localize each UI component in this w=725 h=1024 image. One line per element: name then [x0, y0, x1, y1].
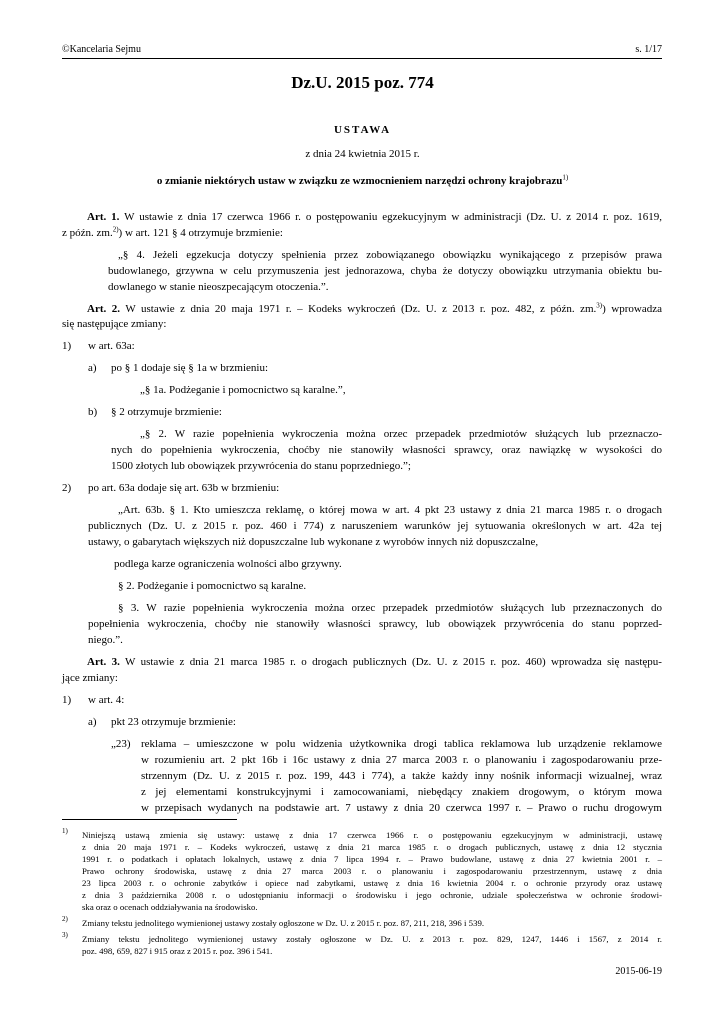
art3-a-num: a): [88, 716, 97, 728]
art2-b-quote2: nych do popełnienia wykroczenia, choćby nie stanowiły własności sprawcy, oraz nawiązkę w wysokości do: [111, 444, 662, 456]
art2-a-text: po § 1 dodaje się § 1a w brzmieniu:: [111, 362, 269, 374]
art2-p2-quote4: podlega karze ograniczenia wolności albo grzywny.: [114, 558, 342, 570]
art2-b-quote1: „§ 2. W razie popełnienia wykroczenia można orzec przepadek przedmiotów służących lub przeznaczo-: [140, 428, 662, 440]
art2-point1-text: w art. 63a:: [88, 340, 135, 352]
art3-label: Art. 3.: [87, 656, 120, 668]
art2-p2-quote7: popełnienia wykroczenia, choćby nie stanowiły własności sprawcy, lub obowiązek przywrócenia do stanu poprzed-: [88, 618, 662, 630]
subject-footnote-ref: 1): [562, 173, 569, 182]
art3-text1: W ustawie z dnia 21 marca 1985 r. o drogach publicznych (Dz. U. z 2015 r. poz. 460) wprowadza się następu-: [125, 656, 662, 668]
footnote2-line1: Zmiany tekstu jednolitego wymienionej ustawy zostały ogłoszone w Dz. U. z 2015 r. poz. 87, 211, 218, 396 i 539.: [82, 918, 485, 928]
art3-quote4: z jej elementami konstrukcyjnymi i zamocowaniami, niebędący znakiem drogowym, o którym mowa: [141, 786, 662, 798]
footer-date: 2015-06-19: [615, 966, 662, 977]
art2-line2: się następujące zmiany:: [62, 318, 167, 330]
art2-text1a: W ustawie z dnia 20 maja 1971 r. – Kodeks wykroczeń (Dz. U. z 2013 r. poz. 482, z późn. zm.: [125, 303, 597, 315]
art3-a-text: pkt 23 otrzymuje brzmienie:: [111, 716, 236, 728]
art2-text1b: ) wprowadza: [602, 303, 662, 315]
art2-label: Art. 2.: [87, 303, 120, 315]
art2-p2-quote2: publicznych (Dz. U. z 2015 r. poz. 460 i 774) z naruszeniem warunków jej sytuowania określonych w art. 42a tej: [88, 520, 662, 532]
footnote1-line5: 23 lipca 2003 r. o ochronie zabytków i opiece nad zabytkami, ustawę z dnia 16 kwietnia 2004 r. o ochronie przyrody oraz ustawę: [82, 878, 662, 888]
art1-text1: W ustawie z dnia 17 czerwca 1966 r. o postępowaniu egzekucyjnym w administracji (Dz. U. z 2014 r. poz. 1619,: [124, 211, 662, 223]
document-date: z dnia 24 kwietnia 2015 r.: [305, 148, 420, 160]
art2-point2-num: 2): [62, 482, 72, 494]
art3-quote1: reklama – umieszczone w polu widzenia użytkownika drogi tablica reklamowa lub urządzenie reklamowe: [141, 738, 662, 750]
footnote1-line6: z dnia 3 października 2008 r. o udostępnianiu informacji o środowisku i jego ochronie, udziale społeczeństwa w ochronie środowi-: [82, 890, 662, 900]
art2-p2-quote1: „Art. 63b. § 1. Kto umieszcza reklamę, o której mowa w art. 4 pkt 23 ustawy z dnia 21 marca 1985 r. o drogach: [118, 504, 662, 516]
art2-footnote-ref: 3): [596, 301, 603, 310]
art3-quote3: strzennym (Dz. U. z 2015 r. poz. 199, 443 i 774), a także każdy inny nośnik informacji wizualnej, wraz: [141, 770, 662, 782]
art2-line1: [62, 302, 662, 317]
art3-point1-num: 1): [62, 694, 72, 706]
footnote1-line1: Niniejszą ustawą zmienia się ustawy: ustawę z dnia 17 czerwca 1966 r. o postępowaniu egzekucyjnym w administracji, ustawę: [82, 830, 662, 840]
art2-p2-quote6: § 3. W razie popełnienia wykroczenia można orzec przepadek przedmiotów służących lub przeznaczonych do: [118, 602, 662, 614]
footnote3-line1: Zmiany tekstu jednolitego wymienionej ustawy zostały ogłoszone w Dz. U. z 2013 r. poz. 829, 1247, 1446 i 1567, z 2014 r.: [82, 934, 662, 944]
document-type: USTAWA: [333, 124, 392, 136]
art2-a-num: a): [88, 362, 97, 374]
footnote1-line4: Prawo ochrony środowiska, ustawę z dnia 27 marca 2003 r. o planowaniu i zagospodarowaniu przestrzennym, ustawę z dnia: [82, 866, 662, 876]
art2-point1-num: 1): [62, 340, 72, 352]
footnote1-line2: z dnia 20 maja 1971 r. – Kodeks wykroczeń, ustawę z dnia 21 marca 1985 r. o drogach publicznych, ustawę z dnia 12 stycznia: [82, 842, 662, 852]
art3-line2: jące zmiany:: [62, 672, 118, 684]
art2-b-num: b): [88, 406, 98, 418]
art1-quote1: „§ 4. Jeżeli egzekucja dotyczy spełnienia przez zobowiązanego obowiązku wynikającego z przepisów prawa: [118, 249, 662, 261]
header-rule: [62, 58, 662, 59]
art3-line1: [62, 655, 662, 670]
document-subject: [0, 175, 725, 187]
art3-quote-num: „23): [111, 738, 131, 750]
art1-label: Art. 1.: [87, 211, 120, 223]
art1-footnote-ref: 2): [112, 225, 119, 234]
footnote-separator: [62, 819, 237, 820]
art1-line2: [62, 226, 283, 241]
art3-quote2: w rozumieniu art. 2 pkt 16b i 16c ustawy z dnia 27 marca 2003 r. o planowaniu i zagospodarowaniu prze-: [141, 754, 662, 766]
header-source: ©Kancelaria Sejmu: [62, 44, 141, 55]
footnote3-line2: poz. 498, 659, 827 i 915 oraz z 2015 r. poz. 396 i 541.: [82, 946, 273, 956]
page-number: s. 1/17: [635, 44, 662, 55]
art1-text2b: ) w art. 121 § 4 otrzymuje brzmienie:: [118, 227, 283, 239]
footnote2-number: 2): [62, 915, 68, 923]
footnote1-line7: ska oraz o ocenach oddziaływania na środowisko.: [82, 902, 258, 912]
art2-point2-text: po art. 63a dodaje się art. 63b w brzmieniu:: [88, 482, 280, 494]
art2-p2-quote8: niego.”.: [88, 634, 123, 646]
art2-b-text: § 2 otrzymuje brzmienie:: [111, 406, 222, 418]
art1-quote2: budowlanego, grzywna w celu przymuszenia jest jednorazowa, chyba że dotyczy obowiązku utrzymania obiektu bu-: [108, 265, 662, 277]
art2-p2-quote3: ustawy, o gabarytach większych niż dopuszczalne lub wykonane z wyrobów innych niż dopuszczalne,: [88, 536, 539, 548]
footnote3-number: 3): [62, 931, 68, 939]
art1-quote3: dowlanego w stanie nieoszpecającym otoczenia.”.: [108, 281, 329, 293]
footnote1-number: 1): [62, 827, 68, 835]
footnote1-line3: 1991 r. o podatkach i opłatach lokalnych, ustawę z dnia 7 lipca 1994 r. – Prawo budowlane, ustawę z dnia 27 kwietnia 2001 r. –: [82, 854, 662, 864]
art2-a-quote: „§ 1a. Podżeganie i pomocnictwo są karalne.”,: [140, 384, 346, 396]
art3-quote5: w przepisach wydanych na podstawie art. 7 ustawy z dnia 20 czerwca 1997 r. – Prawo o ruchu drogowym: [141, 802, 662, 814]
art3-point1-text: w art. 4:: [88, 694, 125, 706]
document-title: Dz.U. 2015 poz. 774: [291, 73, 434, 92]
art2-b-quote3: 1500 złotych lub obowiązek przywrócenia do stanu poprzedniego.”;: [111, 460, 411, 472]
subject-text: o zmianie niektórych ustaw w związku ze wzmocnieniem narzędzi ochrony krajobrazu: [156, 175, 563, 187]
art1-text2a: z późn. zm.: [62, 227, 113, 239]
art2-p2-quote5: § 2. Podżeganie i pomocnictwo są karalne.: [118, 580, 307, 592]
art1-line1: [62, 210, 662, 225]
